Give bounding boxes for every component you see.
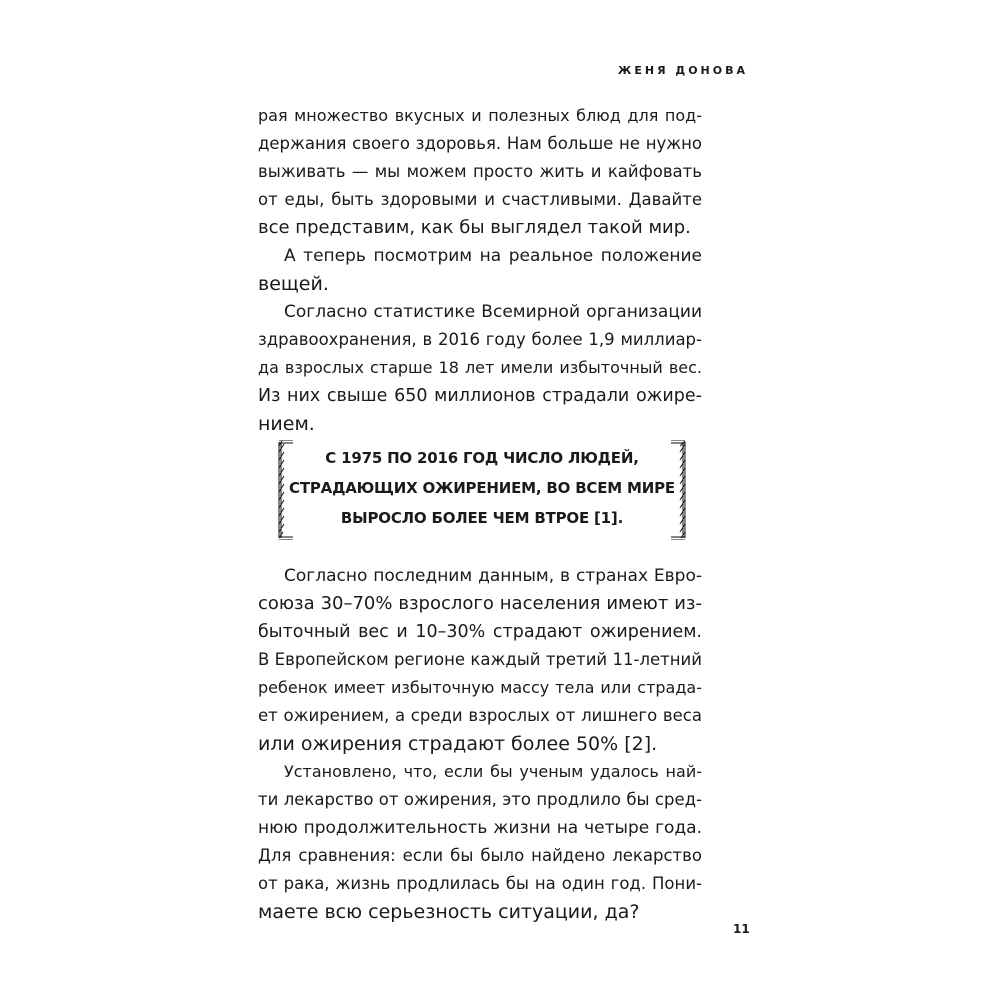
right-bracket-icon xyxy=(670,440,686,540)
pull-quote-line: С 1975 ПО 2016 ГОД ЧИСЛО ЛЮДЕЙ, xyxy=(325,449,639,467)
text-line: Согласно статистике Всемирной организации xyxy=(284,302,702,322)
text-line: маете всю серьезность ситуации, да? xyxy=(258,901,640,923)
text-line: ти лекарство от ожирения, это продлило бы сред- xyxy=(258,790,702,809)
text-line: да взрослых старше 18 лет имели избыточный вес. xyxy=(258,358,702,377)
text-line: союза 30–70% взрослого населения имеют из- xyxy=(258,593,702,614)
text-line: вещей. xyxy=(258,273,329,295)
text-line: В Европейском регионе каждый третий 11-летний xyxy=(258,650,702,669)
pull-quote-line: СТРАДАЮЩИХ ОЖИРЕНИЕМ, ВО ВСЕМ МИРЕ xyxy=(289,479,675,497)
text-line: Установлено, что, если бы ученым удалось най- xyxy=(284,762,702,781)
text-line: здравоохранения, в 2016 году более 1,9 миллиар- xyxy=(258,330,702,349)
text-line: нюю продолжительность жизни на четыре года. xyxy=(258,818,702,838)
pull-quote xyxy=(278,440,686,540)
running-head-author: ЖЕНЯ ДОНОВА xyxy=(617,64,748,77)
pull-quote-line: ВЫРОСЛО БОЛЕЕ ЧЕМ ВТРОЕ [1]. xyxy=(340,509,624,527)
text-line: ет ожирением, а среди взрослых от лишнего веса xyxy=(258,706,702,725)
text-line: Для сравнения: если бы было найдено лекарство xyxy=(258,846,702,865)
text-line: от еды, быть здоровыми и счастливыми. Давайте xyxy=(258,190,702,209)
text-line: рая множество вкусных и полезных блюд для под- xyxy=(258,106,702,125)
text-line: быточный вес и 10–30% страдают ожирением. xyxy=(258,622,702,642)
page-number: 11 xyxy=(733,922,750,936)
text-line: ребенок имеет избыточную массу тела или страда- xyxy=(258,678,702,697)
text-line: А теперь посмотрим на реальное положение xyxy=(284,246,702,266)
text-line: держания своего здоровья. Нам больше не нужно xyxy=(258,134,702,153)
text-line: Согласно последним данным, в странах Евро- xyxy=(284,566,702,586)
text-line: Из них свыше 650 миллионов страдали ожире- xyxy=(258,386,702,406)
text-line: все представим, как бы выглядел такой мир. xyxy=(258,217,691,238)
text-line: нием. xyxy=(258,413,315,435)
text-line: выживать — мы можем просто жить и кайфовать xyxy=(258,162,702,181)
text-line: или ожирения страдают более 50% [2]. xyxy=(258,733,658,755)
text-line: от рака, жизнь продлилась бы на один год. Пони- xyxy=(258,874,702,893)
